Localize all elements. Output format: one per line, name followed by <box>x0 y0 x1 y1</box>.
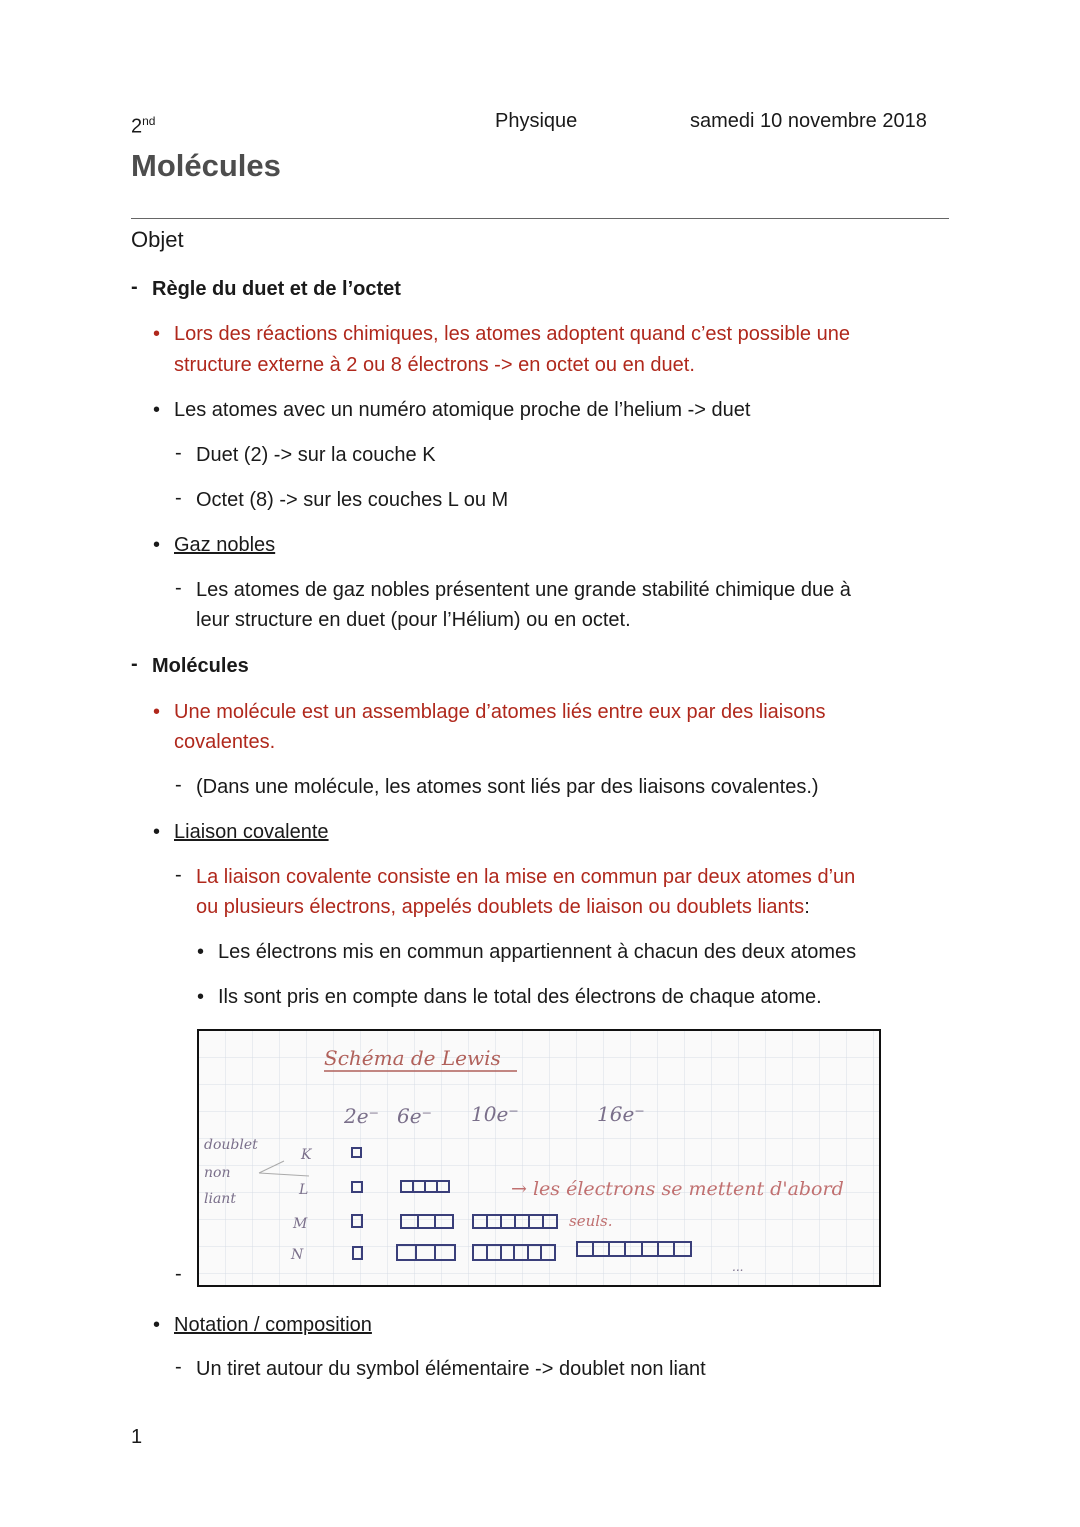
section-heading: Objet <box>131 227 184 252</box>
page-title: Molécules <box>131 148 281 183</box>
figure-title: Schéma de Lewis <box>324 1046 501 1070</box>
count-label: 2e⁻ <box>344 1104 380 1128</box>
shell-label: N <box>291 1247 304 1263</box>
page-number: 1 <box>131 1426 143 1448</box>
definition-text: Lors des réactions chimiques, les atomes adoptent quand c’est possible une <box>174 323 850 345</box>
list-item: Un tiret autour du symbol élémentaire -> doublet non liant <box>196 1358 706 1380</box>
count-label: 10e⁻ <box>471 1102 519 1126</box>
note-text: → les électrons se mettent d'abord <box>511 1178 844 1200</box>
list-item: Les atomes de gaz nobles présentent une grande stabilité chimique due à <box>196 579 851 601</box>
definition-text: ou plusieurs électrons, appelés doublets de liaison ou doublets liants: <box>196 896 810 918</box>
lewis-scheme-photo <box>197 1029 881 1287</box>
subject: Physique <box>495 110 578 132</box>
subheading-notation: Notation / composition <box>174 1314 372 1336</box>
dash-marker: - <box>175 774 182 796</box>
dash-marker: - <box>175 864 182 886</box>
heading-regle: Règle du duet et de l’octet <box>152 278 401 300</box>
dash-marker: - <box>175 577 182 599</box>
dash-marker: - <box>175 487 182 509</box>
subheading-gaz-nobles: Gaz nobles <box>174 534 276 556</box>
bullet-marker: • <box>153 323 161 345</box>
count-label: 6e⁻ <box>397 1104 433 1128</box>
list-item: Les électrons mis en commun appartiennent à chacun des deux atomes <box>218 941 857 963</box>
definition-text: covalentes. <box>174 731 276 753</box>
bullet-marker: • <box>153 821 161 843</box>
definition-text: La liaison covalente consiste en la mise en commun par deux atomes d’un <box>196 866 856 888</box>
bullet-marker: • <box>153 399 161 421</box>
definition-text: structure externe à 2 ou 8 électrons -> en octet ou en duet. <box>174 354 695 376</box>
bullet-marker: • <box>197 941 205 963</box>
note-text: seuls. <box>569 1212 613 1230</box>
bullet-marker: • <box>153 534 161 556</box>
shell-label: L <box>299 1182 309 1198</box>
date: samedi 10 novembre 2018 <box>690 110 927 132</box>
heading-molecules: Molécules <box>152 655 249 677</box>
side-label: liant <box>204 1191 236 1207</box>
shell-label: M <box>293 1216 308 1232</box>
shell-label: K <box>301 1147 312 1163</box>
side-label: non <box>204 1165 231 1181</box>
dash-marker: - <box>175 442 182 464</box>
definition-text: Une molécule est un assemblage d’atomes liés entre eux par des liaisons <box>174 701 826 723</box>
list-item: Duet (2) -> sur la couche K <box>196 444 436 466</box>
subheading-liaison: Liaison covalente <box>174 821 329 843</box>
dash-marker: - <box>175 1356 182 1378</box>
count-label: 16e⁻ <box>597 1102 645 1126</box>
list-item: leur structure en duet (pour l’Hélium) ou en octet. <box>196 609 631 631</box>
ellipsis: ... <box>732 1260 744 1274</box>
side-label: doublet <box>204 1137 258 1153</box>
list-item: (Dans une molécule, les atomes sont liés par des liaisons covalentes.) <box>196 776 819 798</box>
list-item: Ils sont pris en compte dans le total des électrons de chaque atome. <box>218 986 822 1008</box>
bullet-marker: • <box>153 701 161 723</box>
bullet-marker: • <box>197 986 205 1008</box>
dash-marker: - <box>131 653 138 675</box>
dash-marker: - <box>175 1263 182 1285</box>
divider <box>131 218 949 219</box>
class-level: 2nd <box>131 114 156 138</box>
list-item: Les atomes avec un numéro atomique proche de l’helium -> duet <box>174 399 751 421</box>
dash-marker: - <box>131 276 138 298</box>
bullet-marker: • <box>153 1314 161 1336</box>
list-item: Octet (8) -> sur les couches L ou M <box>196 489 509 511</box>
